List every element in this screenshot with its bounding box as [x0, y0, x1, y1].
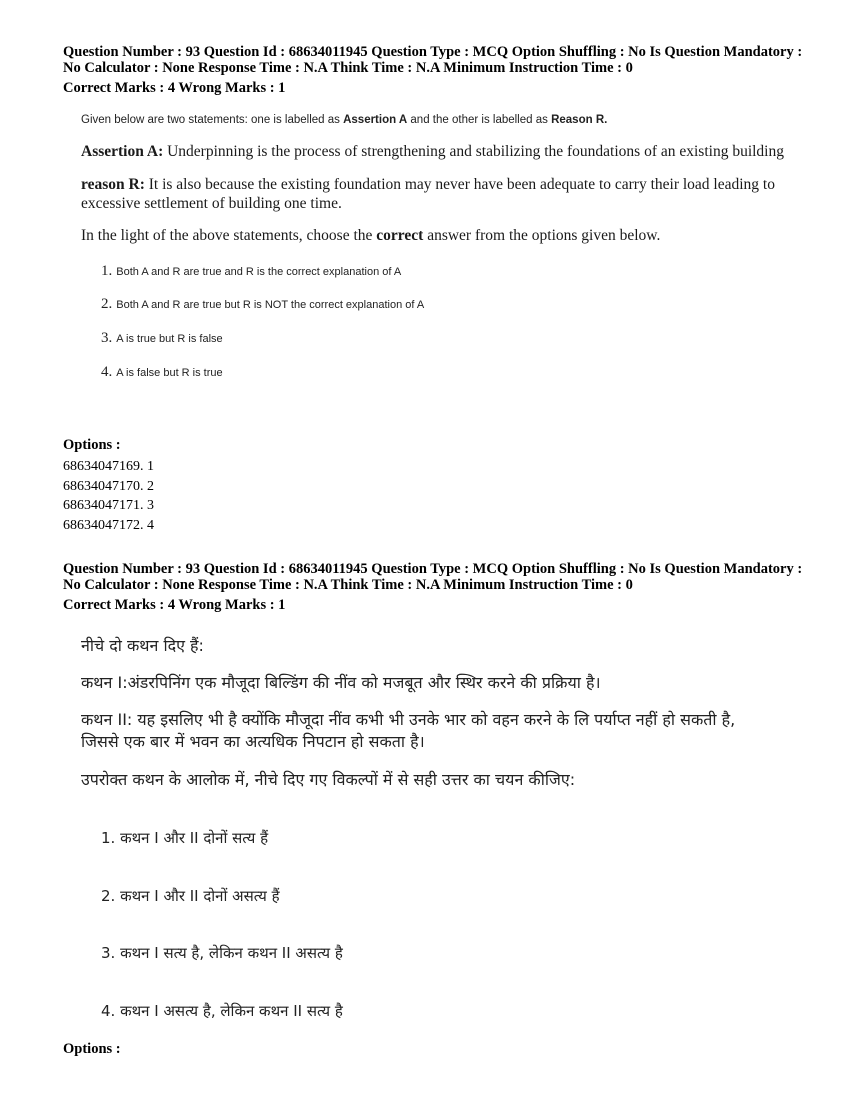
question-body-english — [81, 114, 801, 381]
choice-text: A is true but R is false — [116, 333, 223, 345]
statement-one: कथन I:अंडरपिनिंग एक मौजूदा बिल्डिंग की नींव को मजबूत और स्थिर करने की प्रक्रिया है। — [81, 673, 601, 692]
assertion-statement — [81, 142, 801, 161]
question-instruction — [81, 227, 801, 245]
choice-number: 2. — [101, 296, 113, 312]
reason-text: It is also because the existing foundation may never have been adequate to carry their load leading to excessive settlement of building one time. — [81, 176, 775, 212]
question-meta — [63, 561, 803, 593]
intro-part: Given below are two statements: one is labelled as — [81, 114, 344, 126]
statement-two-line2: जिससे एक बार में भवन का अत्यधिक निपटान हो सकता है। — [81, 732, 425, 751]
reason-statement — [81, 175, 801, 213]
answer-choice — [101, 364, 801, 381]
instruction-part: In the light of the above statements, choose the — [81, 227, 377, 244]
answer-choice: 3. कथन I सत्य है, लेकिन कथन II असत्य है — [101, 944, 343, 962]
answer-choice: 4. कथन I असत्य है, लेकिन कथन II सत्य है — [101, 1002, 343, 1020]
choice-number: 1. — [101, 263, 113, 279]
question-meta-line1: Question Number : 93 Question Id : 68634011945 Question Type : MCQ Option Shuffling : No Is Question Mandatory : — [63, 44, 803, 60]
question-instruction: उपरोक्त कथन के आलोक में, नीचे दिए गए विकल्पों में से सही उत्तर का चयन कीजिए: — [81, 770, 576, 789]
intro-part-bold: Assertion A — [343, 114, 408, 126]
choice-text: Both A and R are true but R is NOT the correct explanation of A — [116, 299, 425, 311]
choice-text: Both A and R are true and R is the correct explanation of A — [116, 266, 402, 278]
answer-choice: 1. कथन I और II दोनों सत्य हैं — [101, 829, 269, 847]
option-item: 68634047170. 2 — [63, 478, 154, 494]
choice-number: 3. — [101, 330, 113, 346]
instruction-part: answer from the options given below. — [423, 227, 661, 244]
answer-choice — [101, 263, 801, 280]
assertion-label: Assertion A: — [81, 143, 164, 160]
reason-label: reason R: — [81, 176, 145, 193]
option-item: 68634047169. 1 — [63, 459, 154, 474]
answer-choice — [101, 330, 801, 347]
question-meta-line2: No Calculator : None Response Time : N.A Think Time : N.A Minimum Instruction Time : 0 — [63, 60, 633, 76]
answer-choice — [101, 296, 801, 313]
options-heading: Options : — [63, 437, 121, 453]
intro-part: and the other is labelled as — [407, 114, 552, 126]
choice-number: 4. — [101, 364, 113, 380]
options-list — [63, 457, 154, 535]
question-marks: Correct Marks : 4 Wrong Marks : 1 — [63, 80, 286, 96]
assertion-text: Underpinning is the process of strengthening and stabilizing the foundations of an existing building — [163, 143, 784, 160]
answer-choice: 2. कथन I और II दोनों असत्य हैं — [101, 887, 280, 905]
question-meta-line1: Question Number : 93 Question Id : 68634011945 Question Type : MCQ Option Shuffling : No Is Question Mandatory : — [63, 561, 803, 577]
intro-part-bold: Reason R. — [551, 114, 608, 126]
instruction-part-bold: correct — [376, 227, 424, 244]
question-meta — [63, 44, 803, 76]
statement-two-line1: कथन II: यह इसलिए भी है क्योंकि मौजूदा नींव कभी भी उनके भार को वहन करने के लि पर्याप्त नहीं हो सकती है, — [81, 710, 736, 729]
options-heading: Options : — [63, 1041, 121, 1057]
question-marks: Correct Marks : 4 Wrong Marks : 1 — [63, 597, 286, 613]
choice-text: A is false but R is true — [116, 367, 223, 379]
question-intro: नीचे दो कथन दिए हैं: — [81, 636, 204, 655]
option-item: 68634047171. 3 — [63, 498, 154, 513]
question-meta-line2: No Calculator : None Response Time : N.A Think Time : N.A Minimum Instruction Time : 0 — [63, 577, 633, 593]
question-intro — [81, 114, 801, 126]
option-item: 68634047172. 4 — [63, 517, 154, 533]
